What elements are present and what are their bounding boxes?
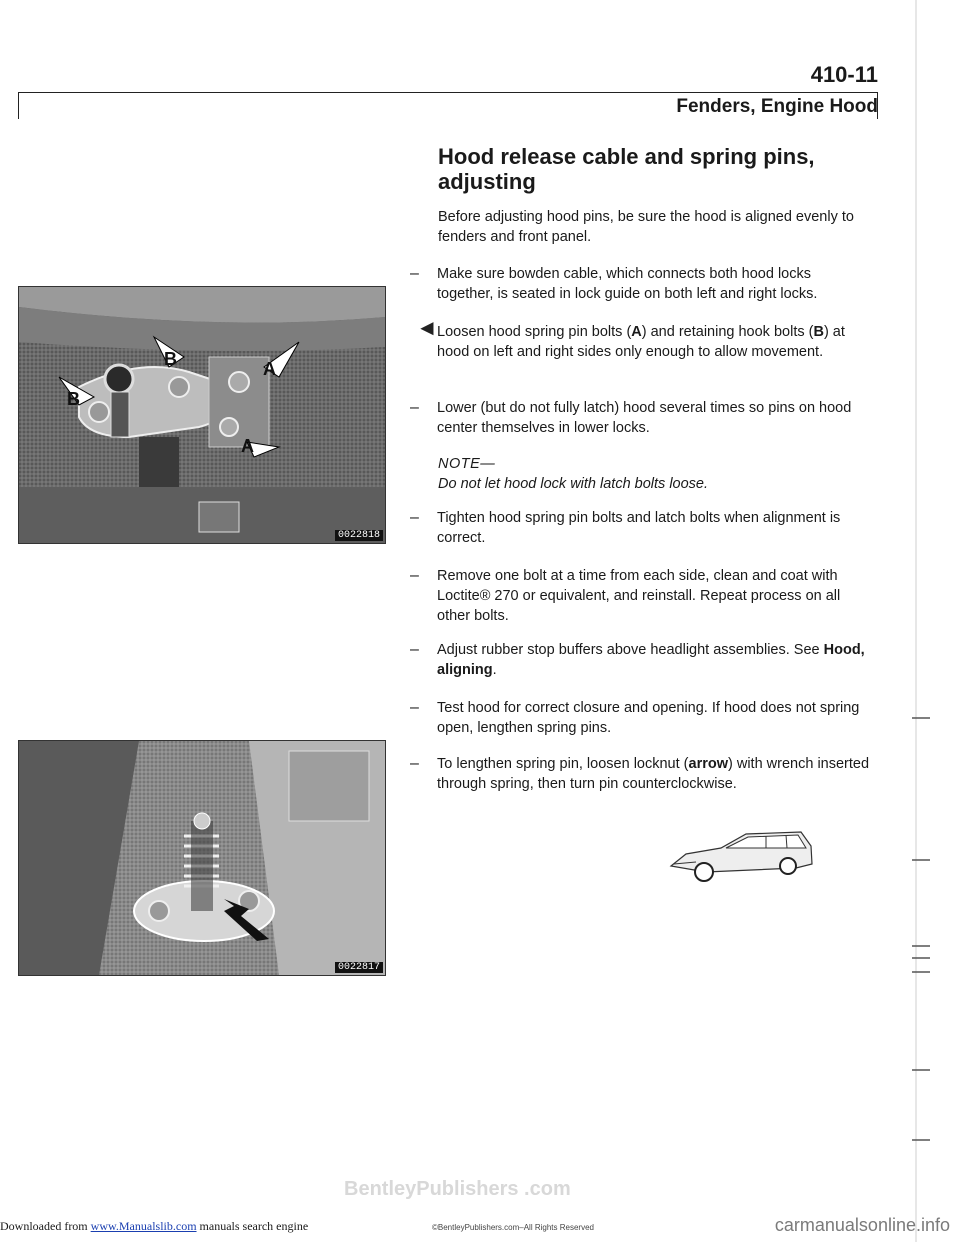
callout-a-2: A — [241, 436, 254, 456]
dash-marker: – — [410, 699, 419, 716]
spring-pin-photo — [18, 740, 386, 976]
step-3 — [410, 398, 870, 438]
step-7 — [410, 698, 870, 738]
callout-b-2: B — [67, 389, 80, 409]
step-text: Test hood for correct closure and opening. If hood does not spring open, lengthen spring pins. — [437, 700, 860, 736]
step-text: Make sure bowden cable, which connects both hood locks together, is seated in lock guide on both left and right locks. — [437, 266, 818, 302]
section-title: Hood release cable and spring pins, adjusting — [438, 144, 815, 194]
copyright: ©BentleyPublishers.com–All Rights Reserved — [432, 1223, 594, 1232]
intro-paragraph: Before adjusting hood pins, be sure the hood is aligned evenly to fenders and front panel. — [438, 209, 854, 245]
note-text: Do not let hood lock with latch bolts loose. — [438, 476, 709, 492]
wagon-car-icon — [666, 826, 816, 888]
watermark: BentleyPublishers .com — [344, 1178, 571, 1200]
manualslib-link[interactable]: www.Manualslib.com — [90, 1219, 197, 1233]
dash-marker: – — [410, 567, 419, 584]
figure-label: 0022817 — [335, 962, 383, 973]
step-text: Loosen hood spring pin bolts (A) and retaining hook bolts (B) at hood on left and right sides only enough to allow movement. — [437, 324, 845, 360]
step-5 — [410, 566, 870, 626]
cross-reference: Hood, aligning — [437, 642, 865, 678]
hood-hinge-photo — [18, 286, 386, 544]
footer — [0, 1219, 308, 1234]
arrow-marker-icon: ◄ — [416, 315, 438, 340]
step-6 — [410, 640, 870, 680]
step-2 — [410, 315, 870, 362]
step-1 — [410, 264, 870, 304]
footer-prefix: Downloaded from — [0, 1219, 91, 1233]
note-title: NOTE— — [438, 456, 496, 472]
note — [438, 454, 868, 494]
step-text: Tighten hood spring pin bolts and latch bolts when alignment is correct. — [437, 510, 841, 546]
footer-suffix: manuals search engine — [196, 1219, 309, 1233]
dash-marker: – — [410, 399, 419, 416]
page-number: 410-11 — [810, 62, 878, 87]
step-4 — [410, 508, 870, 548]
dash-marker: – — [410, 641, 419, 658]
callout-b-1: B — [164, 349, 177, 369]
callout-a-1: A — [263, 359, 276, 379]
footer-site: carmanualsonline.info — [774, 1215, 950, 1235]
dash-marker: – — [410, 755, 419, 772]
section-header: Fenders, Engine Hood — [676, 96, 878, 117]
step-text: To lengthen spring pin, loosen locknut (arrow) with wrench inserted through spring, then turn pin counterclockwise. — [437, 756, 870, 792]
step-text: Lower (but do not fully latch) hood several times so pins on hood center themselves in lower locks. — [437, 400, 852, 436]
scan-edge-marks — [908, 0, 960, 1242]
dash-marker: – — [410, 509, 419, 526]
step-8 — [410, 754, 870, 794]
figure-label: 0022818 — [335, 530, 383, 541]
dash-marker: – — [410, 265, 419, 282]
step-text: Remove one bolt at a time from each side, clean and coat with Loctite® 270 or equivalent, and reinstall. Repeat process on all other bolts. — [437, 568, 841, 624]
step-text: Adjust rubber stop buffers above headlight assemblies. See Hood, aligning. — [437, 642, 865, 678]
